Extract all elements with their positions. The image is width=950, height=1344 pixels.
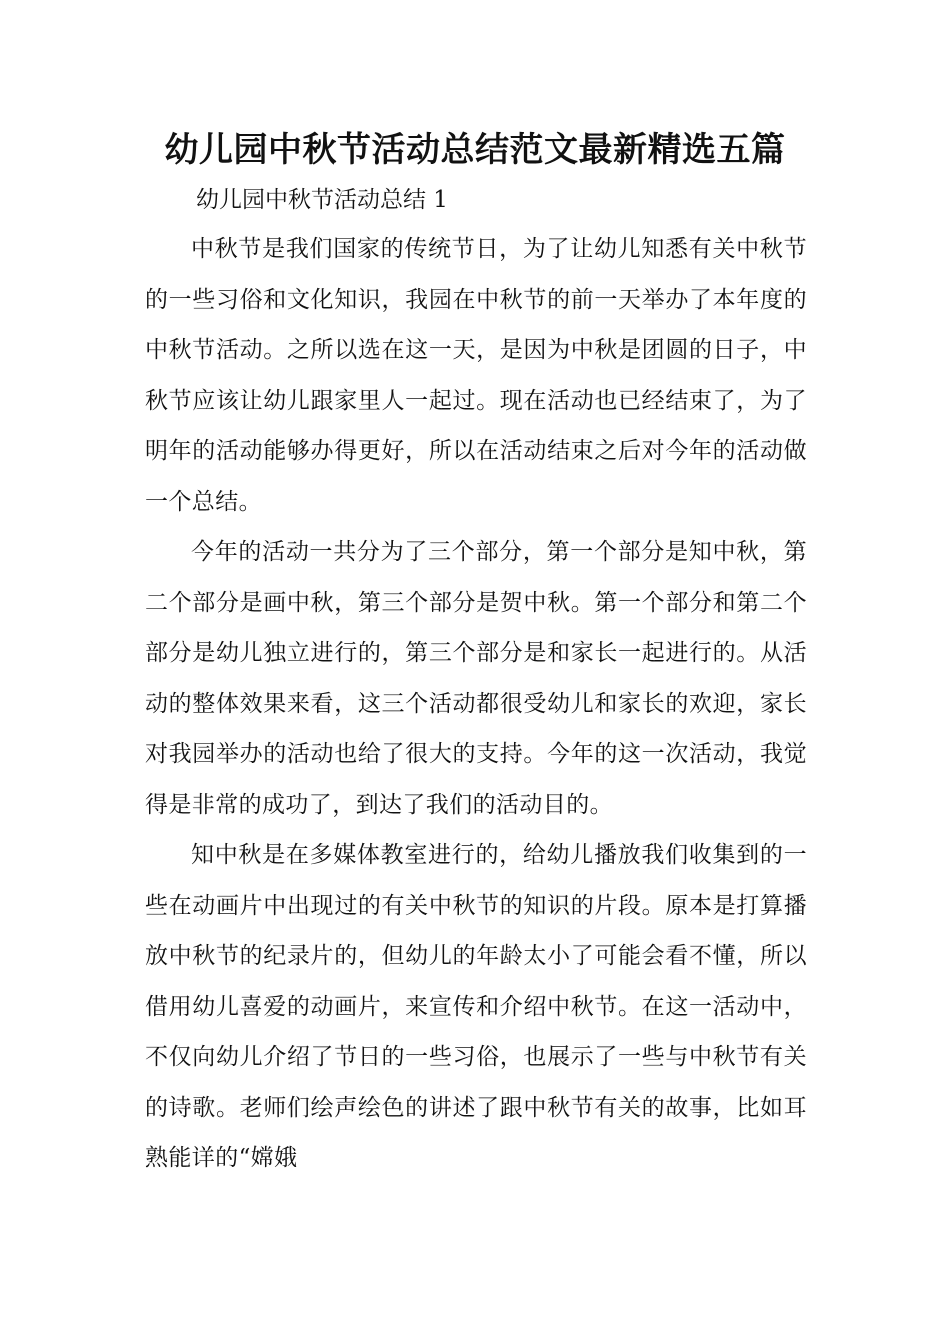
section-heading: 幼儿园中秋节活动总结 1 (196, 187, 448, 213)
paragraph-2: 今年的活动一共分为了三个部分，第一个部分是知中秋，第二个部分是画中秋，第三个部分是贺中秋。第一个部分和第二个部分是幼儿独立进行的，第三个部分是和家长一起进行的。从活动的整体效果来看，这三个活动都很受幼儿和家长的欢迎，家长对我园举办的活动也给了很大的支持。今年的这一次活动，我觉得是非常的成功了，到达了我们的活动目的。 (145, 539, 807, 818)
document-title: 幼儿园中秋节活动总结范文最新精选五篇 (164, 130, 786, 170)
document-body (145, 224, 807, 1184)
paragraph-3: 知中秋是在多媒体教室进行的，给幼儿播放我们收集到的一些在动画片中出现过的有关中秋节的知识的片段。原本是打算播放中秋节的纪录片的，但幼儿的年龄太小了可能会看不懂，所以借用幼儿喜爱的动画片，来宣传和介绍中秋节。在这一活动中，不仅向幼儿介绍了节日的一些习俗，也展示了一些与中秋节有关的诗歌。老师们绘声绘色的讲述了跟中秋节有关的故事，比如耳熟能详的“嫦娥 (145, 842, 807, 1171)
paragraph-1: 中秋节是我们国家的传统节日，为了让幼儿知悉有关中秋节的一些习俗和文化知识，我园在中秋节的前一天举办了本年度的中秋节活动。之所以选在这一天，是因为中秋是团圆的日子，中秋节应该让幼儿跟家里人一起过。现在活动也已经结束了，为了明年的活动能够办得更好，所以在活动结束之后对今年的活动做一个总结。 (145, 236, 807, 515)
